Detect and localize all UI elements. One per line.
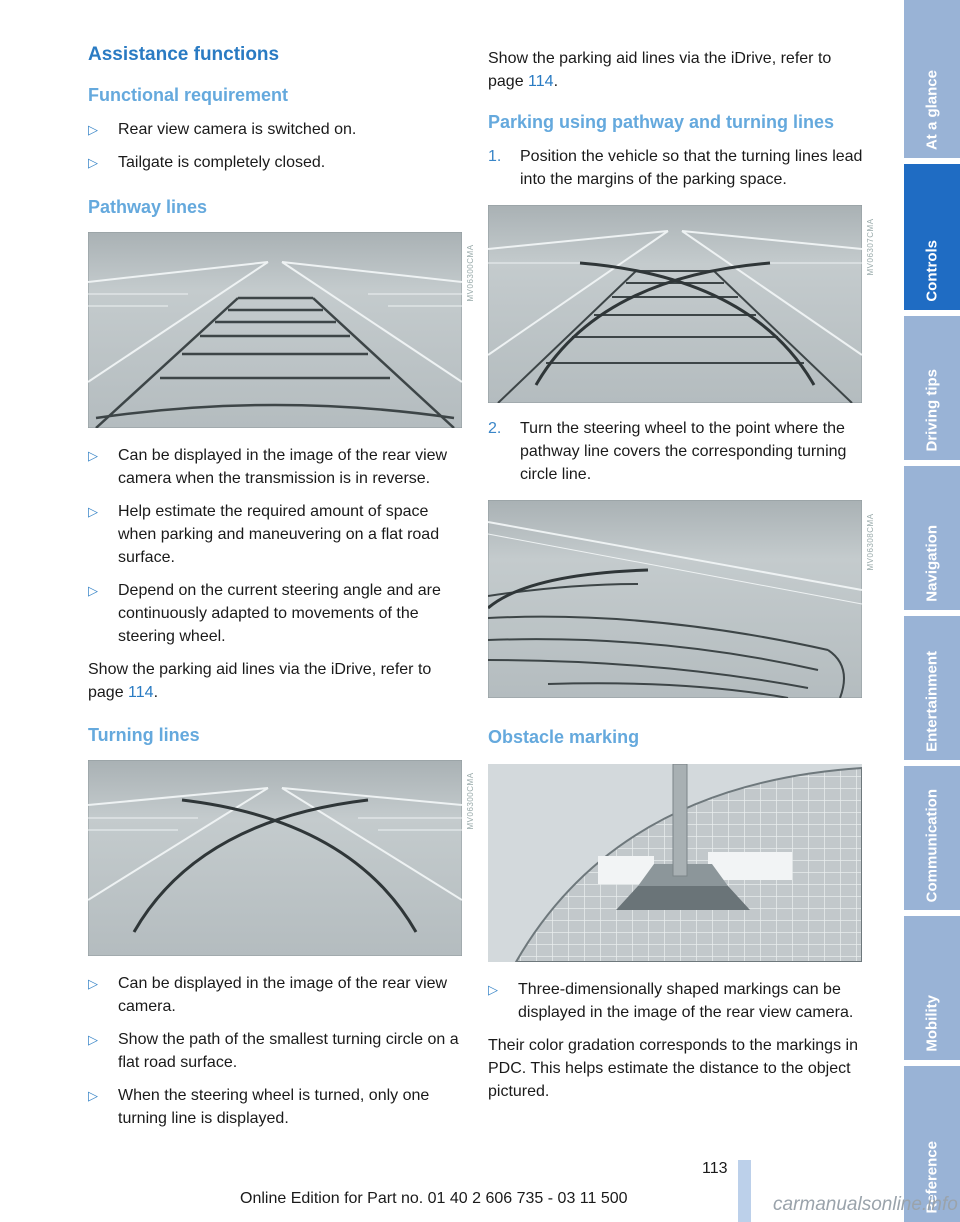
bullet-triangle-icon: ▷ xyxy=(488,982,498,997)
bullet-triangle-icon: ▷ xyxy=(88,155,98,170)
list-item: ▷ Rear view camera is switched on. xyxy=(88,118,464,141)
bullet-triangle-icon: ▷ xyxy=(88,1032,98,1047)
bullet-triangle-icon: ▷ xyxy=(88,976,98,991)
tab-controls[interactable]: Controls xyxy=(904,164,960,310)
tab-entertainment[interactable]: Entertainment xyxy=(904,616,960,760)
figure-code: MV06307CMA xyxy=(866,218,875,276)
bullet-triangle-icon: ▷ xyxy=(88,504,98,519)
step-item: 1. Position the vehicle so that the turning lines lead into the margins of the parking space. xyxy=(488,148,863,188)
list-item: ▷ When the steering wheel is turned, only one turning line is displayed. xyxy=(88,1084,464,1130)
paragraph: Their color gradation corresponds to the markings in PDC. This helps estimate the distance to the object pictured. xyxy=(488,1037,858,1100)
list-item: ▷ Can be displayed in the image of the rear view camera when the transmission is in reverse. xyxy=(88,444,464,490)
pathway-lines-title: Pathway lines xyxy=(88,197,208,217)
bullet-triangle-icon: ▷ xyxy=(88,583,98,598)
tab-at-a-glance[interactable]: At a glance xyxy=(904,0,960,158)
tab-navigation[interactable]: Navigation xyxy=(904,466,960,610)
figure-code: MV06308CMA xyxy=(866,513,875,571)
right-column xyxy=(488,47,875,1103)
tab-communication[interactable]: Communication xyxy=(904,766,960,910)
page-link[interactable]: 114 xyxy=(528,73,554,90)
parking-pathway-turning-title: Parking using pathway and turning lines xyxy=(488,112,835,132)
step2-figure xyxy=(488,500,875,698)
functional-requirement-title: Functional requirement xyxy=(88,85,289,105)
figure-code: MV06300CMA xyxy=(466,772,475,830)
watermark: carmanualsonline.info xyxy=(773,1194,958,1215)
left-column xyxy=(88,44,475,1140)
tab-mobility[interactable]: Mobility xyxy=(904,916,960,1060)
list-item: ▷ Can be displayed in the image of the rear view camera. xyxy=(88,972,464,1018)
bullet-triangle-icon: ▷ xyxy=(88,122,98,137)
step-item: 2. Turn the steering wheel to the point where the pathway line covers the corresponding turning circle line. xyxy=(488,420,847,483)
obstacle-marking-title: Obstacle marking xyxy=(488,727,640,747)
obstacle-figure xyxy=(488,764,864,962)
tab-driving-tips[interactable]: Driving tips xyxy=(904,316,960,460)
page-number-bar xyxy=(738,1160,751,1222)
list-item: ▷ Tailgate is completely closed. xyxy=(88,151,464,174)
list-item: ▷ Show the path of the smallest turning circle on a flat road surface. xyxy=(88,1028,464,1074)
footer-text: Online Edition for Part no. 01 40 2 606 735 - 03 11 500 xyxy=(240,1190,628,1207)
paragraph: Show the parking aid lines via the iDrive, refer to page 114. xyxy=(488,50,832,90)
chapter-sidebar xyxy=(904,0,960,1222)
turning-lines-figure xyxy=(88,760,475,956)
turning-lines-title: Turning lines xyxy=(88,725,200,745)
bullet-triangle-icon: ▷ xyxy=(88,1088,98,1103)
pathway-lines-figure xyxy=(88,232,475,428)
list-item: ▷ Depend on the current steering angle and are continuously adapted to movements of the steering wheel. xyxy=(88,579,464,648)
page-link[interactable]: 114 xyxy=(128,684,154,701)
figure-code: MV06300CMA xyxy=(466,244,475,302)
bullet-triangle-icon: ▷ xyxy=(88,448,98,463)
page-number: 113 xyxy=(702,1160,728,1177)
step1-figure xyxy=(488,205,875,403)
tab-reference[interactable]: Reference xyxy=(904,1066,960,1222)
paragraph: Show the parking aid lines via the iDrive, refer to page 114. xyxy=(88,661,432,701)
section-heading: Assistance functions xyxy=(88,44,280,65)
list-item: ▷ Three-dimensionally shaped markings can be displayed in the image of the rear view camera. xyxy=(488,978,864,1024)
list-item: ▷ Help estimate the required amount of space when parking and maneuvering on a flat road surface. xyxy=(88,500,464,569)
